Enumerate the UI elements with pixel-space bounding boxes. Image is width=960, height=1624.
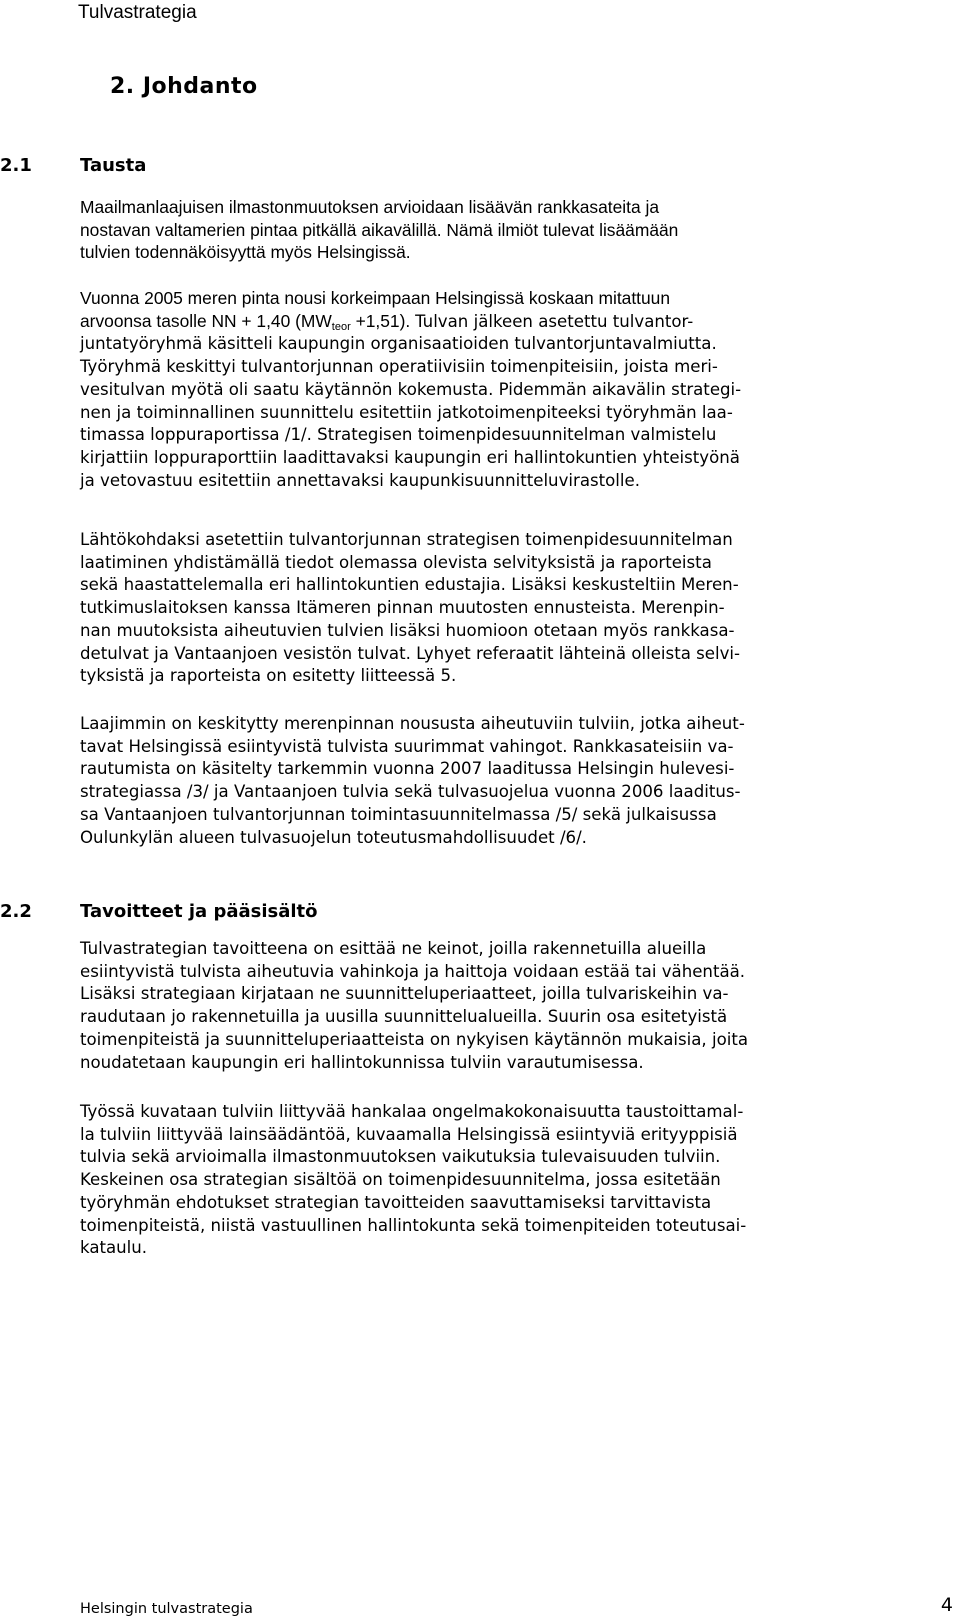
text-line: tyksistä ja raporteista on esitetty liitteessä 5. (80, 666, 457, 686)
text-line: juntatyöryhmä käsitteli kaupungin organisaatioiden tulvantorjuntavalmiutta. (80, 334, 717, 354)
text-line: Työssä kuvataan tulviin liittyvää hankalaa ongelmakokonaisuutta taustoittamal- (80, 1102, 744, 1121)
text-line: toimenpiteistä, niistä vastuullinen hallintokunta sekä toimenpiteiden toteutusai- (80, 1215, 747, 1235)
page-number: 4 (940, 1594, 953, 1616)
paragraph (80, 196, 840, 264)
text-line: Lähtökohdaksi asetettiin tulvantorjunnan strategisen toimenpidesuunnitelman (80, 530, 733, 549)
text-line: tulvien todennäköisyyttä myös Helsingissä. (80, 242, 411, 263)
text-line: tulvia sekä arvioimalla ilmastonmuutoksen vaikutuksia tulevaisuuden tulviin. (80, 1147, 721, 1167)
text-run (332, 311, 351, 331)
text-line: Laajimmin on keskitytty merenpinnan noususta aiheutuviin tulviin, jotka aiheut- (80, 714, 745, 733)
text-line: sa Vantaanjoen tulvantorjunnan toimintasuunnitelmassa /5/ sekä julkaisussa (80, 804, 717, 824)
paragraph (80, 1101, 840, 1260)
text-line: nen ja toiminnallinen suunnittelu esitettiin jatkotoimenpiteeksi työryhmän laa- (80, 402, 733, 422)
text-line: detulvat ja Vantaanjoen vesistön tulvat. Lyhyet referaatit lähteinä olleista selvi- (80, 643, 741, 663)
text-line: tutkimuslaitoksen kanssa Itämeren pinnan muutosten ennusteista. Merenpin- (80, 598, 725, 618)
text-line: rautumista on käsitelty tarkemmin vuonna 2007 laaditussa Helsingin hulevesi- (80, 759, 735, 779)
page-header: Tulvastrategia (78, 2, 197, 23)
text-line: esiintyvistä tulvista aiheutuvia vahinkoja ja haittoja voidaan estää tai vähentää. (80, 961, 746, 981)
text-run: arvoonsa tasolle NN + 1,40 (MW (80, 310, 332, 331)
section-title: Tausta (80, 155, 147, 176)
text-line: raudutaan jo rakennetuilla ja uusilla suunnittelualueilla. Suurin osa esitetyistä (80, 1007, 728, 1027)
text-line: vesitulvan myötä oli saatu käytännön kokemusta. Pidemmän aikavälin strategi- (80, 379, 742, 399)
text-line: strategiassa /3/ ja Vantaanjoen tulvia sekä tulvasuojelua vuonna 2006 laaditus- (80, 782, 741, 802)
text-line: työryhmän ehdotukset strategian tavoitteiden saavuttamiseksi tarvittavista (80, 1192, 712, 1212)
text-line: tavat Helsingissä esiintyvistä tulvista suurimmat vahingot. Rankkasateisiin va- (80, 736, 734, 756)
text-line: Lisäksi strategiaan kirjataan ne suunnitteluperiaatteet, joilla tulvariskeihin va- (80, 984, 729, 1004)
section-number: 2.2 (0, 901, 32, 922)
text-line: Maailmanlaajuisen ilmastonmuutoksen arvioidaan lisäävän rankkasateita ja (80, 197, 660, 217)
text-line: sekä haastattelemalla eri hallintokuntien edustajia. Lisäksi keskusteltiin Meren- (80, 575, 739, 595)
paragraph (80, 529, 840, 688)
text-line: Tulvastrategian tavoitteena on esittää ne keinot, joilla rakennetuilla alueilla (80, 939, 707, 958)
section-title: Tavoitteet ja pääsisältö (80, 901, 318, 922)
text-line: kataulu. (80, 1238, 148, 1258)
text-line: Oulunkylän alueen tulvasuojelun toteutusmahdollisuudet /6/. (80, 827, 587, 847)
paragraph (80, 287, 840, 492)
text-run: +1,51). (350, 310, 416, 331)
text-run: Tulvan jälkeen asetettu tulvantor- (415, 311, 694, 331)
text-line: toimenpiteistä ja suunnitteluperiaatteista on nykyisen käytännön mukaisia, joita (80, 1029, 749, 1049)
text-line: Työryhmä keskittyi tulvantorjunnan operatiivisiin toimenpiteisiin, joista meri- (80, 357, 718, 377)
text-line: la tulviin liittyvää lainsäädäntöä, kuvaamalla Helsingissä esiintyviä erityyppisiä (80, 1124, 738, 1144)
text-line: Vuonna 2005 meren pinta nousi korkeimpaan Helsingissä koskaan mitattuun (80, 288, 671, 308)
text-line: noudatetaan kaupungin eri hallintokunnissa tulviin varautumisessa. (80, 1052, 644, 1072)
text-line: nan muutoksista aiheutuvien tulvien lisäksi huomioon otetaan myös rankkasa- (80, 620, 735, 640)
text-line: timassa loppuraportissa /1/. Strategisen toimenpidesuunnitelman valmistelu (80, 425, 717, 445)
text-line: laatiminen yhdistämällä tiedot olemassa olevista selvityksistä ja raporteista (80, 552, 712, 572)
text-line: nostavan valtamerien pintaa pitkällä aikavälillä. Nämä ilmiöt tulevat lisäämään (80, 219, 679, 240)
text-line-mixed (80, 310, 840, 334)
paragraph (80, 713, 840, 849)
subscript: teor (331, 320, 351, 333)
paragraph (80, 938, 840, 1074)
page-footer: Helsingin tulvastrategia (80, 1601, 253, 1617)
text-line: kirjattiin loppuraporttiin laadittavaksi kaupungin eri hallintokuntien yhteistyönä (80, 447, 740, 467)
text-line: ja vetovastuu esitettiin annettavaksi kaupunkisuunnitteluvirastolle. (80, 470, 641, 490)
section-number: 2.1 (0, 155, 32, 176)
text-line: Keskeinen osa strategian sisältöä on toimenpidesuunnitelma, jossa esitetään (80, 1170, 721, 1190)
chapter-heading: 2. Johdanto (110, 74, 258, 99)
